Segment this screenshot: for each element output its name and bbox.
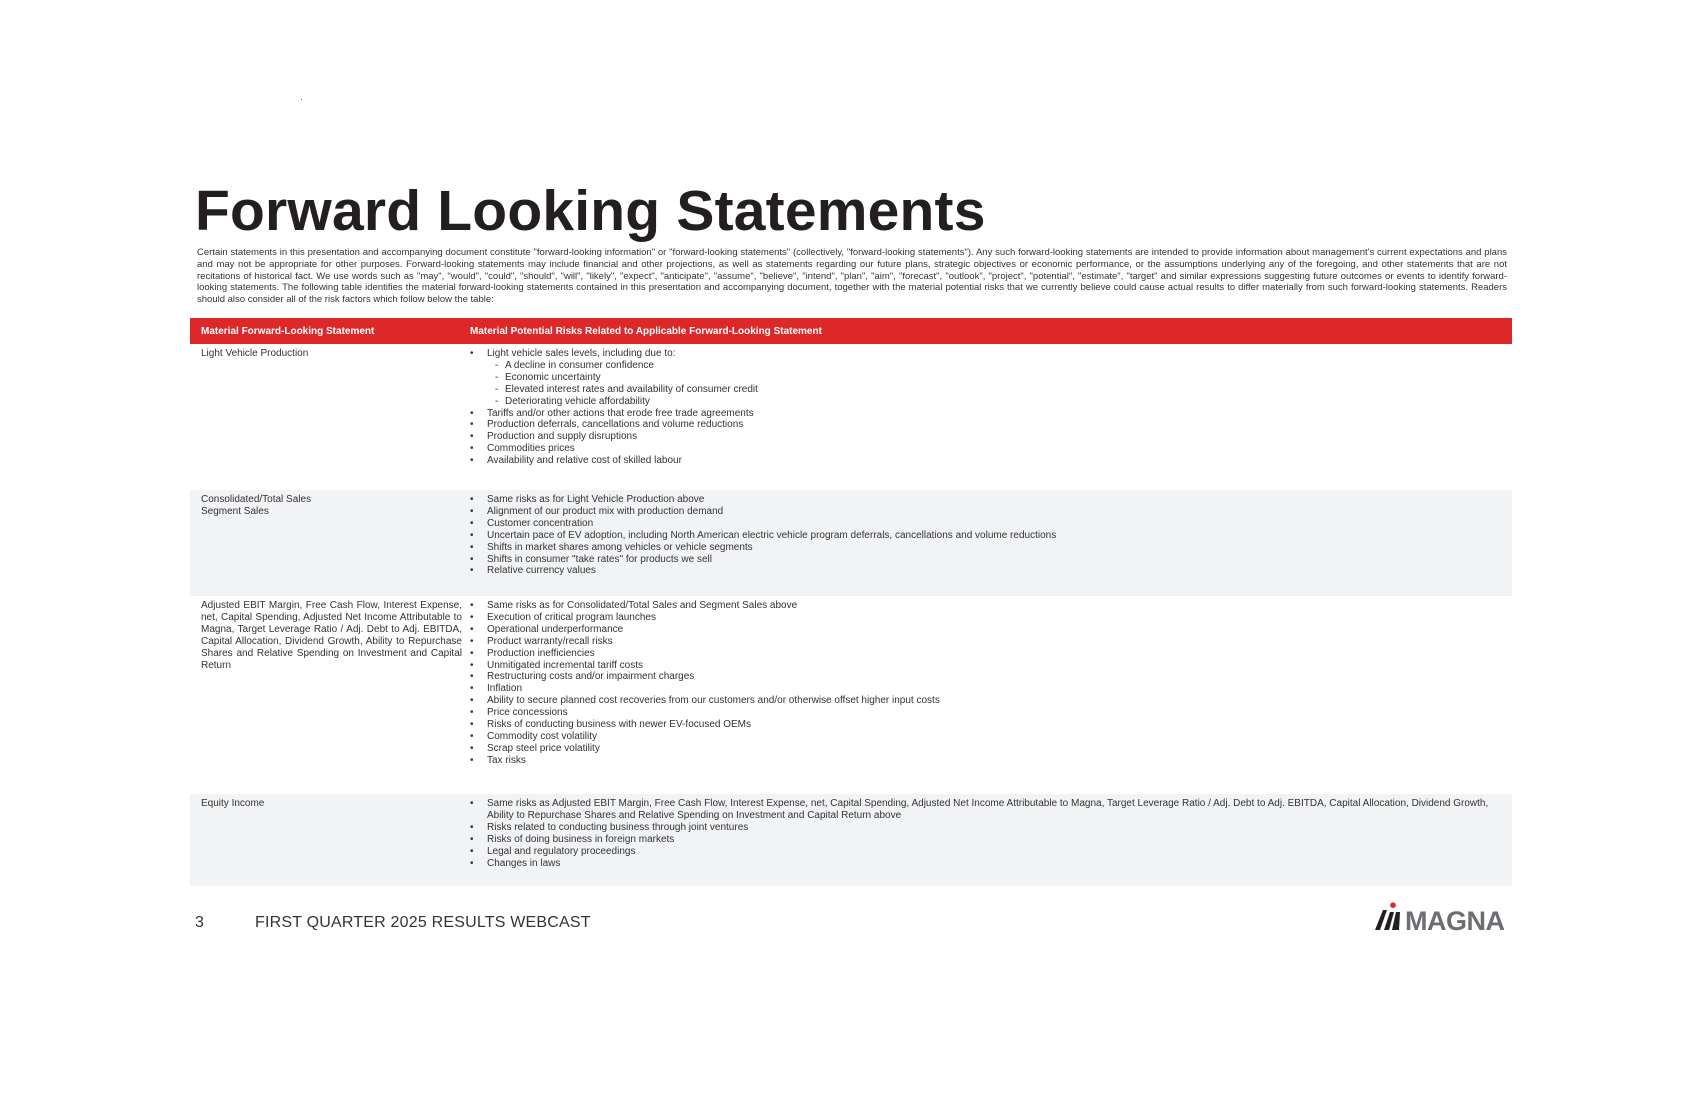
- risk-item: • Production deferrals, cancellations and volume reductions: [470, 419, 1504, 431]
- risk-list: [470, 798, 1504, 869]
- risk-item: • Shifts in consumer "take rates" for products we sell: [470, 554, 1504, 566]
- risk-item: • Same risks as for Consolidated/Total Sales and Segment Sales above: [470, 600, 1504, 612]
- risk-item: • Scrap steel price volatility: [470, 743, 1504, 755]
- statement-text: Equity Income: [201, 798, 265, 809]
- risk-item: • Legal and regulatory proceedings: [470, 846, 1504, 858]
- table-header: [190, 318, 1512, 344]
- risk-item: • Risks of doing business in foreign markets: [470, 834, 1504, 846]
- table-row: [190, 596, 1512, 794]
- stray-mark: [301, 99, 302, 100]
- risk-list: [470, 600, 1504, 767]
- header-statement: Material Forward-Looking Statement: [201, 325, 375, 337]
- risk-item: • Risks of conducting business with newer EV-focused OEMs: [470, 719, 1504, 731]
- risk-item: • Commodities prices: [470, 443, 1504, 455]
- risk-item: • Production and supply disruptions: [470, 431, 1504, 443]
- sub-risk-item: - Elevated interest rates and availability of consumer credit: [487, 384, 1504, 396]
- risks-cell: [470, 794, 1512, 886]
- risk-item: • Changes in laws: [470, 858, 1504, 870]
- table-row: [190, 794, 1512, 886]
- risk-item: • Tax risks: [470, 755, 1504, 767]
- risk-item: • Same risks as for Light Vehicle Production above: [470, 494, 1504, 506]
- statement-text: Segment Sales: [201, 505, 269, 517]
- sub-risk-item: - Deteriorating vehicle affordability: [487, 396, 1504, 408]
- risk-list: [470, 494, 1504, 577]
- risk-item: • Product warranty/recall risks: [470, 636, 1504, 648]
- table-row: [190, 490, 1512, 596]
- footer-title: FIRST QUARTER 2025 RESULTS WEBCAST: [255, 914, 591, 931]
- sub-risk-list: [487, 360, 1504, 408]
- statement-text: Consolidated/Total Sales: [201, 494, 312, 505]
- risk-table: [190, 318, 1512, 886]
- risk-item: • Customer concentration: [470, 518, 1504, 530]
- statement-cell: [190, 490, 470, 596]
- statement-cell: [190, 344, 470, 490]
- risk-item: • Inflation: [470, 683, 1504, 695]
- page-number: 3: [195, 914, 204, 931]
- risks-cell: [470, 344, 1512, 490]
- risks-cell: [470, 596, 1512, 794]
- risk-item: • Light vehicle sales levels, including due to: - A decline in consumer confidence - Economic uncertainty - Elevated interest rates and availability of consumer credit - Deteriorating vehicle affordability: [470, 348, 1504, 408]
- sub-risk-item: - A decline in consumer confidence: [487, 360, 1504, 372]
- risk-item: • Shifts in market shares among vehicles or vehicle segments: [470, 542, 1504, 554]
- sub-risk-item: - Economic uncertainty: [487, 372, 1504, 384]
- risks-cell: [470, 490, 1512, 596]
- magna-logo: [1375, 902, 1513, 932]
- intro-paragraph: Certain statements in this presentation and accompanying document constitute "forward-looking information" or "forward-looking statements" (collectively, "forward-looking statements"). Any such forward-looking statements are intended to provide information about management's current expectations and plans and may not be appropriate for other purposes. Forward-looking statements may include financial and other projections, as well as statements regarding our future plans, strategic objectives or economic performance, or the assumptions underlying any of the foregoing, and other statements that are not recitations of historical fact. We use words such as "may", "would", "could", "should", "will", "likely", "expect", "anticipate", "assume", "believe", "intend", "plan", "aim", "forecast", "outlook", "project", "potential", "estimate", "target" and similar expressions suggesting future outcomes or events to identify forward-looking statements. The following table identifies the material forward-looking statements contained in this presentation and accompanying document, together with the material potential risks that we currently believe could cause actual results to differ materially from such forward-looking statements. Readers should also consider all of the risk factors which follow below the table:: [197, 247, 1507, 306]
- risk-item: • Tariffs and/or other actions that erode free trade agreements: [470, 408, 1504, 420]
- risk-item: • Risks related to conducting business through joint ventures: [470, 822, 1504, 834]
- risk-item: • Production inefficiencies: [470, 648, 1504, 660]
- table-row: [190, 344, 1512, 490]
- risk-item: • Alignment of our product mix with production demand: [470, 506, 1504, 518]
- statement-text: Adjusted EBIT Margin, Free Cash Flow, Interest Expense, net, Capital Spending, Adjusted Net Income Attributable to Magna, Target Leverage Ratio / Adj. Debt to Adj. EBITDA, Capital Allocation, Dividend Growth, Ability to Repurchase Shares and Relative Spending on Investment and Capital Return: [201, 600, 462, 671]
- risk-item: • Relative currency values: [470, 565, 1504, 577]
- risk-item: • Commodity cost volatility: [470, 731, 1504, 743]
- risk-item: • Availability and relative cost of skilled labour: [470, 455, 1504, 467]
- risk-item: • Uncertain pace of EV adoption, including North American electric vehicle program deferrals, cancellations and volume reductions: [470, 530, 1504, 542]
- header-risks: Material Potential Risks Related to Applicable Forward-Looking Statement: [470, 325, 822, 337]
- risk-item: • Price concessions: [470, 707, 1504, 719]
- statement-cell: [190, 794, 470, 886]
- risk-item: • Unmitigated incremental tariff costs: [470, 660, 1504, 672]
- risk-item: • Ability to secure planned cost recoveries from our customers and/or otherwise offset higher input costs: [470, 695, 1504, 707]
- risk-list: [470, 348, 1504, 467]
- page-title: Forward Looking Statements: [195, 179, 986, 243]
- risk-item: • Operational underperformance: [470, 624, 1504, 636]
- statement-text: Light Vehicle Production: [201, 348, 309, 359]
- risk-item: • Restructuring costs and/or impairment charges: [470, 671, 1504, 683]
- statement-cell: [190, 596, 470, 794]
- risk-item: • Same risks as Adjusted EBIT Margin, Free Cash Flow, Interest Expense, net, Capital Spending, Adjusted Net Income Attributable to Magna, Target Leverage Ratio / Adj. Debt to Adj. EBITDA, Capital Allocation, Dividend Growth, Ability to Repurchase Shares and Relative Spending on Investment and Capital Return above: [470, 798, 1504, 822]
- risk-item: • Execution of critical program launches: [470, 612, 1504, 624]
- magna-logo-mark: [1375, 902, 1513, 932]
- logo-wordmark: MAGNA: [1405, 906, 1505, 932]
